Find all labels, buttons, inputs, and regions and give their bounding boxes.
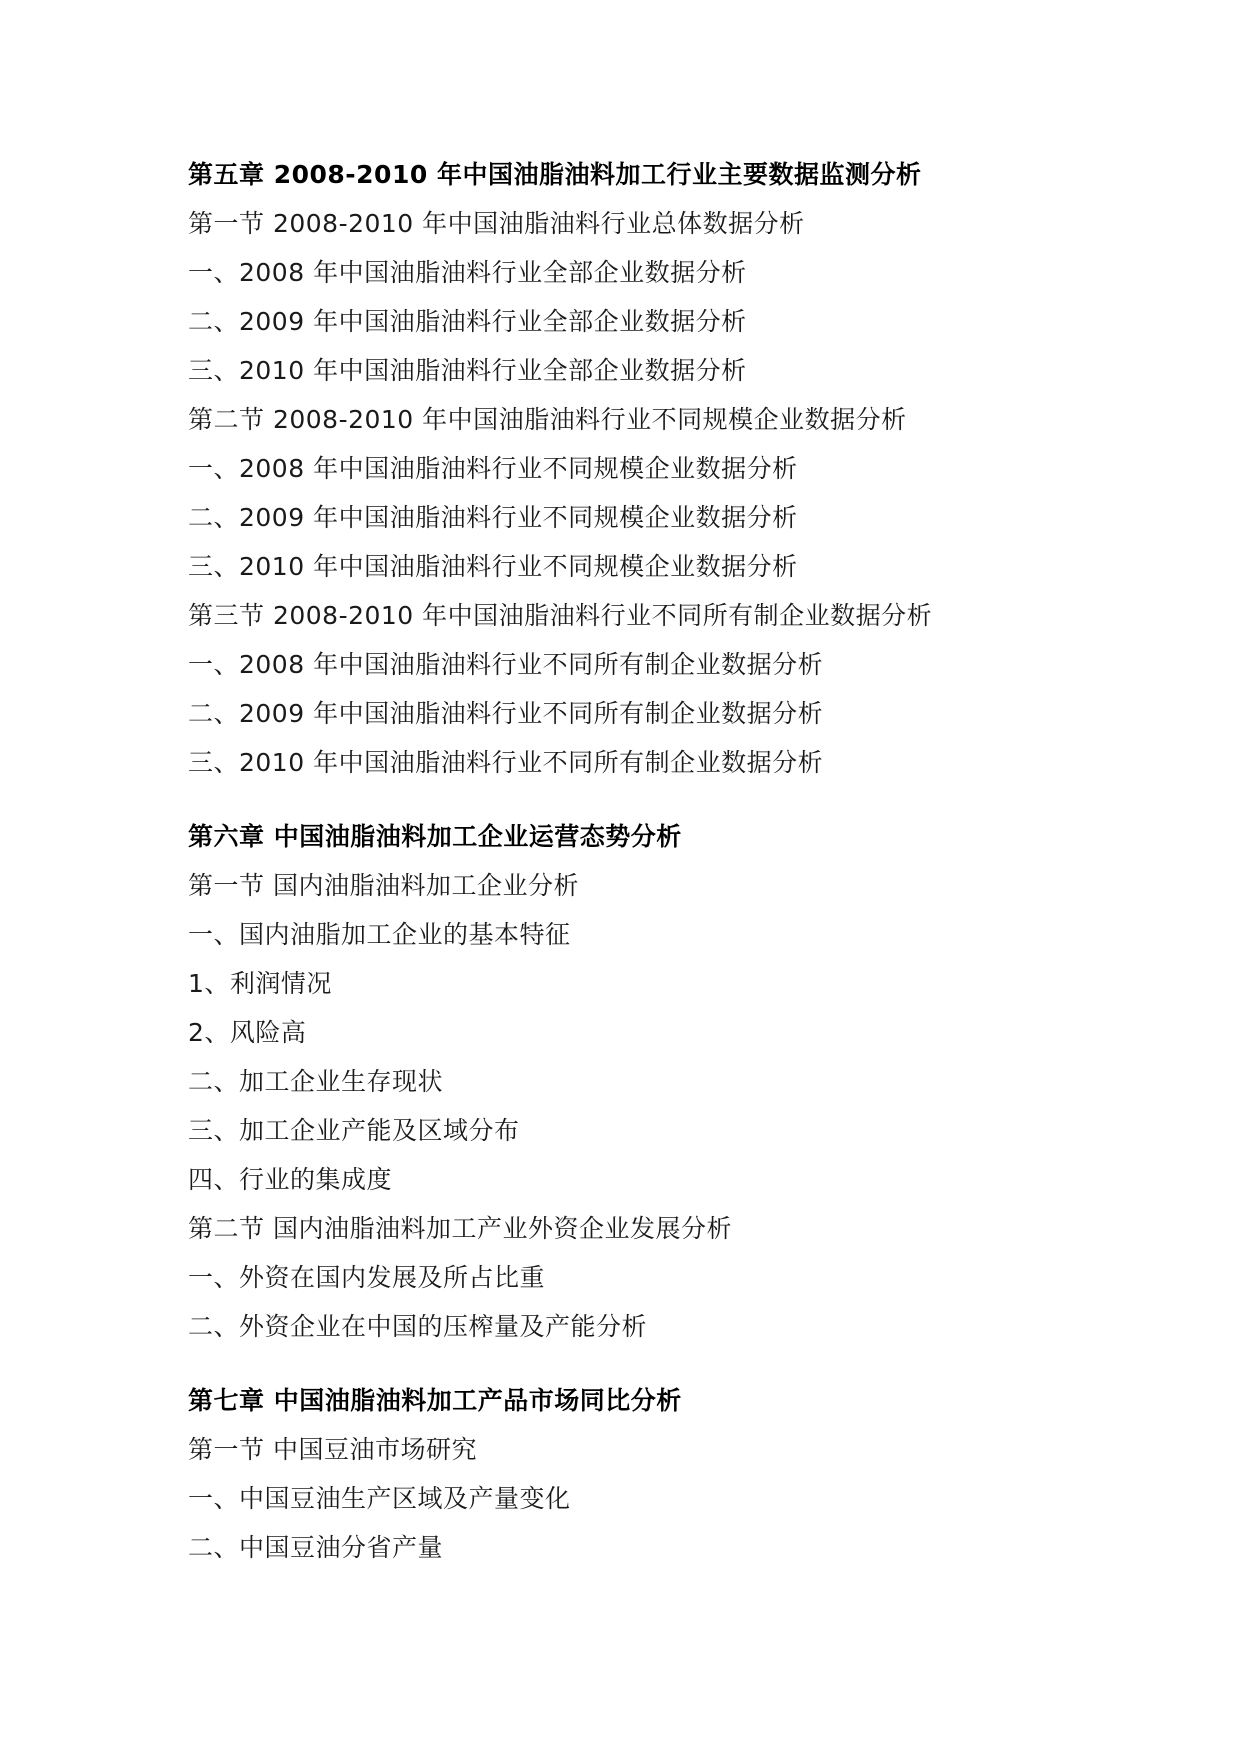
toc-line: 三、2010 年中国油脂油料行业不同规模企业数据分析 [188,552,798,581]
toc-line: 三、2010 年中国油脂油料行业全部企业数据分析 [188,356,747,385]
chapter-section [188,1376,1168,1572]
chapter-spacer [188,787,1168,812]
chapter-section [188,150,1168,787]
chapter-section [188,812,1168,1351]
toc-line: 二、2009 年中国油脂油料行业不同规模企业数据分析 [188,503,798,532]
toc-line: 二、中国豆油分省产量 [188,1533,444,1562]
document-page [188,150,1168,1572]
toc-line: 一、2008 年中国油脂油料行业全部企业数据分析 [188,258,747,287]
toc-line: 三、2010 年中国油脂油料行业不同所有制企业数据分析 [188,748,824,777]
toc-line: 二、外资企业在中国的压榨量及产能分析 [188,1312,648,1341]
toc-line: 一、中国豆油生产区域及产量变化 [188,1484,571,1513]
toc-line: 第二节 国内油脂油料加工产业外资企业发展分析 [188,1214,732,1243]
toc-line: 二、加工企业生存现状 [188,1067,444,1096]
toc-line: 第三节 2008-2010 年中国油脂油料行业不同所有制企业数据分析 [188,601,933,630]
toc-line: 二、2009 年中国油脂油料行业不同所有制企业数据分析 [188,699,824,728]
toc-line: 三、加工企业产能及区域分布 [188,1116,520,1145]
toc-line: 第一节 国内油脂油料加工企业分析 [188,871,579,900]
chapter-spacer [188,1351,1168,1376]
toc-line: 第一节 2008-2010 年中国油脂油料行业总体数据分析 [188,209,805,238]
toc-line: 2、风险高 [188,1018,307,1047]
chapter-heading: 第六章 中国油脂油料加工企业运营态势分析 [188,822,682,851]
toc-line: 1、利润情况 [188,969,332,998]
toc-line: 第一节 中国豆油市场研究 [188,1435,477,1464]
toc-line: 一、2008 年中国油脂油料行业不同所有制企业数据分析 [188,650,824,679]
toc-line: 一、2008 年中国油脂油料行业不同规模企业数据分析 [188,454,798,483]
chapter-heading: 第五章 2008-2010 年中国油脂油料加工行业主要数据监测分析 [188,160,922,189]
chapter-heading: 第七章 中国油脂油料加工产品市场同比分析 [188,1386,682,1415]
toc-line: 一、国内油脂加工企业的基本特征 [188,920,571,949]
toc-line: 一、外资在国内发展及所占比重 [188,1263,546,1292]
toc-line: 四、行业的集成度 [188,1165,393,1194]
toc-line: 二、2009 年中国油脂油料行业全部企业数据分析 [188,307,747,336]
toc-line: 第二节 2008-2010 年中国油脂油料行业不同规模企业数据分析 [188,405,907,434]
